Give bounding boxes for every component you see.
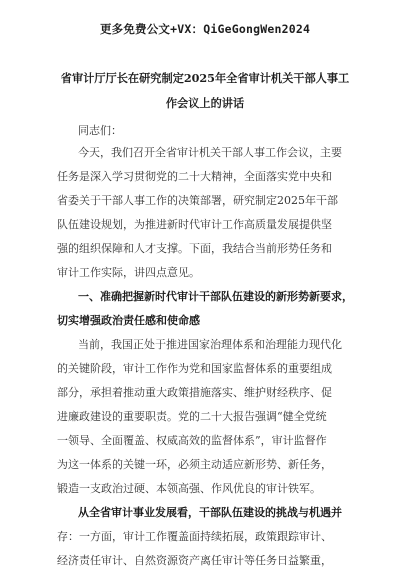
paragraph-line: 一领导、全面覆盖、权威高效的监督体系”，审计监督作 — [57, 434, 327, 447]
subheading-line: 从全省审计事业发展看，干部队伍建设的挑战与机遇并 — [78, 506, 342, 519]
paragraph-line: 队伍建设规划，为推进新时代审计工作高质量发展提供坚 — [57, 218, 332, 231]
paragraph-line: 存：一方面，审计工作覆盖面持续拓展，政策跟踪审计、 — [57, 530, 332, 543]
section-heading-line: 一、准确把握新时代审计干部队伍建设的新形势新要求， — [78, 290, 353, 303]
document-title-line-1: 省审计厅厅长在研究制定2025年全省审计机关干部人事工 — [60, 71, 350, 85]
paragraph-line: 部分，承担着推动重大政策措施落实、维护财经秩序、促 — [57, 386, 332, 399]
paragraph-line: 进廉政建设的重要职责。党的二十大报告强调“健全党统 — [57, 410, 327, 423]
paragraph-line: 审计工作实际，讲四点意见。 — [57, 266, 200, 279]
paragraph-line: 省委关于干部人事工作的决策部署，研究制定2025年干部 — [57, 194, 338, 207]
paragraph-line: 为这一体系的关键一环，必须主动适应新形势、新任务， — [57, 458, 332, 471]
paragraph-line: 的关键阶段，审计工作作为党和国家监督体系的重要组成 — [57, 362, 332, 375]
promo-header: 更多免费公文+VX：QiGeGongWen2024 — [99, 22, 311, 36]
paragraph-line: 今天，我们召开全省审计机关干部人事工作会议，主要 — [78, 146, 342, 159]
paragraph-line: 锻造一支政治过硬、本领高强、作风优良的审计铁军。 — [57, 482, 321, 495]
document-title-line-2: 作会议上的讲话 — [165, 96, 245, 110]
paragraph-line: 经济责任审计、自然资源资产离任审计等任务日益繁重， — [57, 554, 332, 567]
paragraph-line: 当前，我国正处于推进国家治理体系和治理能力现代化 — [78, 338, 342, 351]
section-heading-line: 切实增强政治责任感和使命感 — [57, 314, 200, 327]
paragraph-line: 强的组织保障和人才支撑。下面，我结合当前形势任务和 — [57, 242, 332, 255]
paragraph-line: 任务是深入学习贯彻党的二十大精神，全面落实党中央和 — [57, 170, 332, 183]
salutation: 同志们： — [78, 124, 122, 137]
